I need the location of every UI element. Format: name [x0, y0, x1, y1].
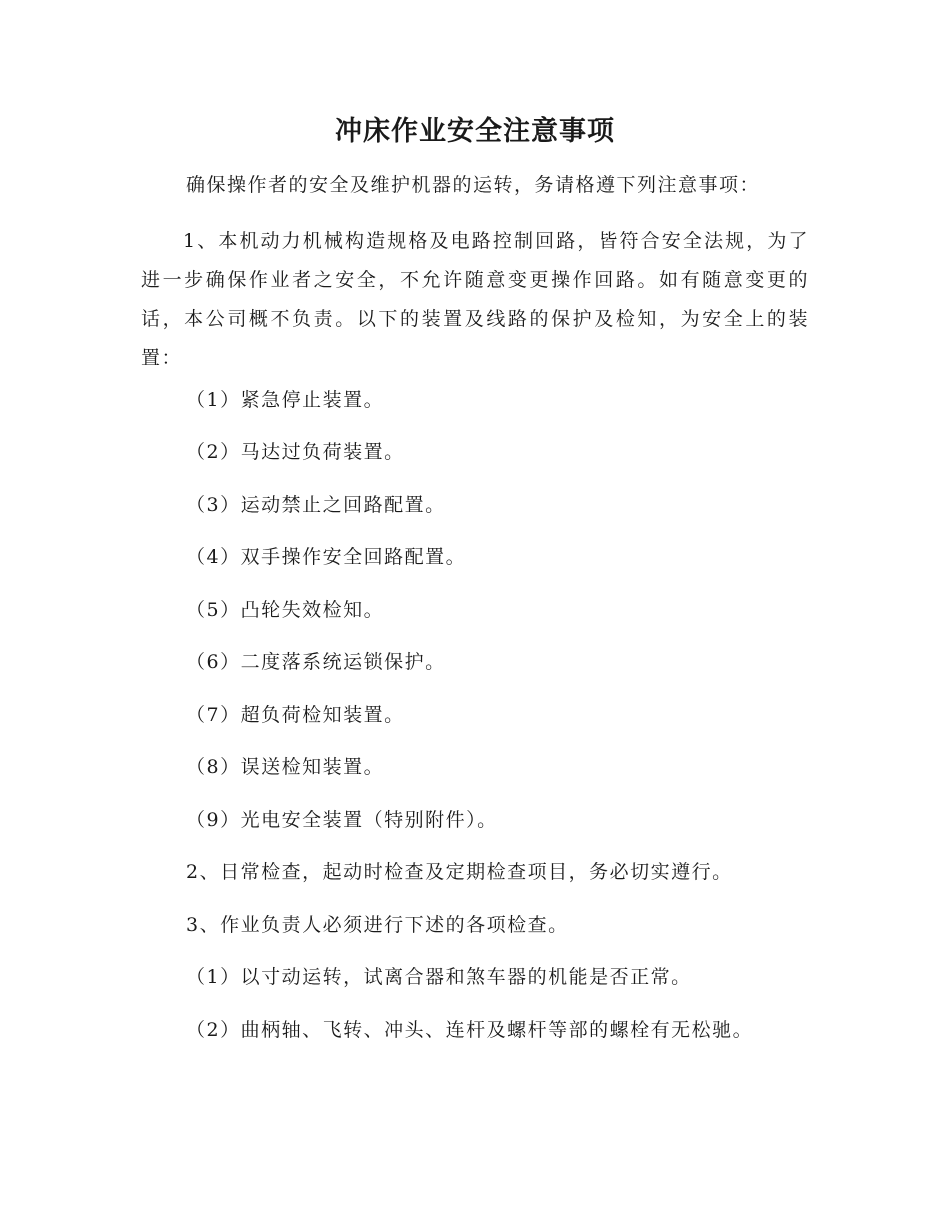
device-item-7: （7）超负荷检知装置。 — [186, 704, 405, 726]
device-item-2: （2）马达过负荷装置。 — [186, 441, 405, 463]
device-item-3: （3）运动禁止之回路配置。 — [186, 494, 446, 516]
device-item-4: （4）双手操作安全回路配置。 — [186, 546, 467, 568]
device-item-8: （8）误送检知装置。 — [186, 756, 385, 778]
section-1-paragraph: 1、本机动力机械构造规格及电路控制回路，皆符合安全法规，为了进一步确保作业者之安全，不允许随意变更操作回路。如有随意变更的话，本公司概不负责。以下的装置及线路的保护及检知，为安全上的装置： — [141, 230, 809, 369]
check-item-1: （1）以寸动运转，试离合器和煞车器的机能是否正常。 — [186, 966, 692, 988]
device-item-6: （6）二度落系统运锁保护。 — [186, 651, 446, 673]
document-title: 冲床作业安全注意事项 — [335, 116, 615, 147]
check-item-2: （2）曲柄轴、飞转、冲头、连杆及螺杆等部的螺栓有无松驰。 — [186, 1019, 754, 1041]
intro-paragraph: 确保操作者的安全及维护机器的运转，务请格遵下列注意事项： — [186, 174, 761, 196]
device-item-1: （1）紧急停止装置。 — [186, 389, 385, 411]
device-item-9: （9）光电安全装置（特别附件）。 — [186, 809, 498, 831]
device-item-5: （5）凸轮失效检知。 — [186, 599, 385, 621]
section-2-paragraph: 2、日常检查，起动时检查及定期检查项目，务必切实遵行。 — [186, 861, 733, 883]
section-3-paragraph: 3、作业负责人必须进行下述的各项检查。 — [186, 914, 569, 936]
